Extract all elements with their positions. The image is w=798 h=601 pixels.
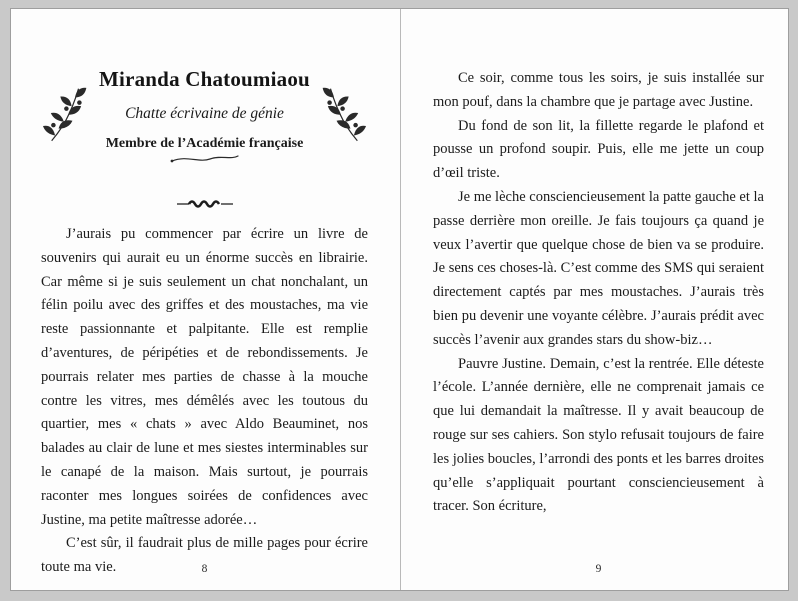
- page-number-left: 8: [201, 563, 208, 575]
- chapter-title-block: [41, 67, 368, 185]
- olive-branch-right-icon: [314, 81, 366, 145]
- book-affiliation: Membre de l’Académie française: [105, 136, 304, 151]
- page-gutter-line: [400, 9, 401, 590]
- book-spread: [10, 8, 789, 591]
- squiggle-divider-icon: [41, 197, 368, 213]
- paragraph: Je me lèche consciencieusement la patte gauche et la passe derrière mon oreille. Je fais toujours ça quand je veux l’avertir que quelque chose de bien va se produire. Je sens ces choses-là. C’est comme des SMS qui seraient directement captés par mes moustaches. J’aurais très bien pu devenir une voyante célèbre. J’aurais prédit avec succès l’avenir aux grandes stars du show-biz…: [433, 188, 765, 348]
- page-right: [433, 9, 764, 590]
- paragraph: Pauvre Justine. Demain, c’est la rentrée. Elle déteste l’école. L’année dernière, elle ne comprenait jamais ce que lui demandait la maîtresse. Il y avait beaucoup de rouge sur ses cahiers. Son stylo refusait toujours de faire les jolies boucles, l’arrondi des ponts et les barres droites qu’elle s’appliquait pourtant consciencieusement à tracer. Son écriture,: [433, 355, 765, 515]
- paragraph: C’est sûr, il faudrait plus de mille pages pour écrire toute ma vie.: [41, 535, 368, 576]
- right-page-body: [433, 67, 764, 519]
- paragraph: Du fond de son lit, la fillette regarde le plafond et pousse un profond soupir. Puis, elle me jette un coup d’œil triste.: [433, 117, 764, 182]
- book-subtitle: Chatte écrivaine de génie: [125, 105, 284, 122]
- left-page-body: [41, 223, 368, 580]
- flourish-swash-icon: [41, 153, 368, 167]
- page-left: [41, 9, 368, 590]
- paragraph: Ce soir, comme tous les soirs, je suis installée sur mon pouf, dans la chambre que je partage avec Justine.: [433, 70, 764, 110]
- page-number-right: 9: [595, 563, 602, 575]
- olive-branch-left-icon: [43, 81, 95, 145]
- book-title: Miranda Chatoumiaou: [99, 67, 310, 91]
- paragraph: J’aurais pu commencer par écrire un livre de souvenirs qui aurait eu un énorme succès en librairie. Car même si je suis seulement un chat nonchalant, un félin poilu avec des griffes et des moustaches, ma vie reste passionnante et palpitante. Elle est remplie d’aventures, de péripéties et de rebondissements. Je pourrais relater mes parties de chasse à la mouche contre les vitres, mes démêlés avec les toutous du quartier, mes « chats » avec Aldo Beauminet, nos balades au clair de lune et mes siestes interminables sur le canapé de la maison. Mais surtout, je pourrais raconter mes longues soirées de confidences avec Justine, ma petite maîtresse adorée…: [41, 226, 368, 528]
